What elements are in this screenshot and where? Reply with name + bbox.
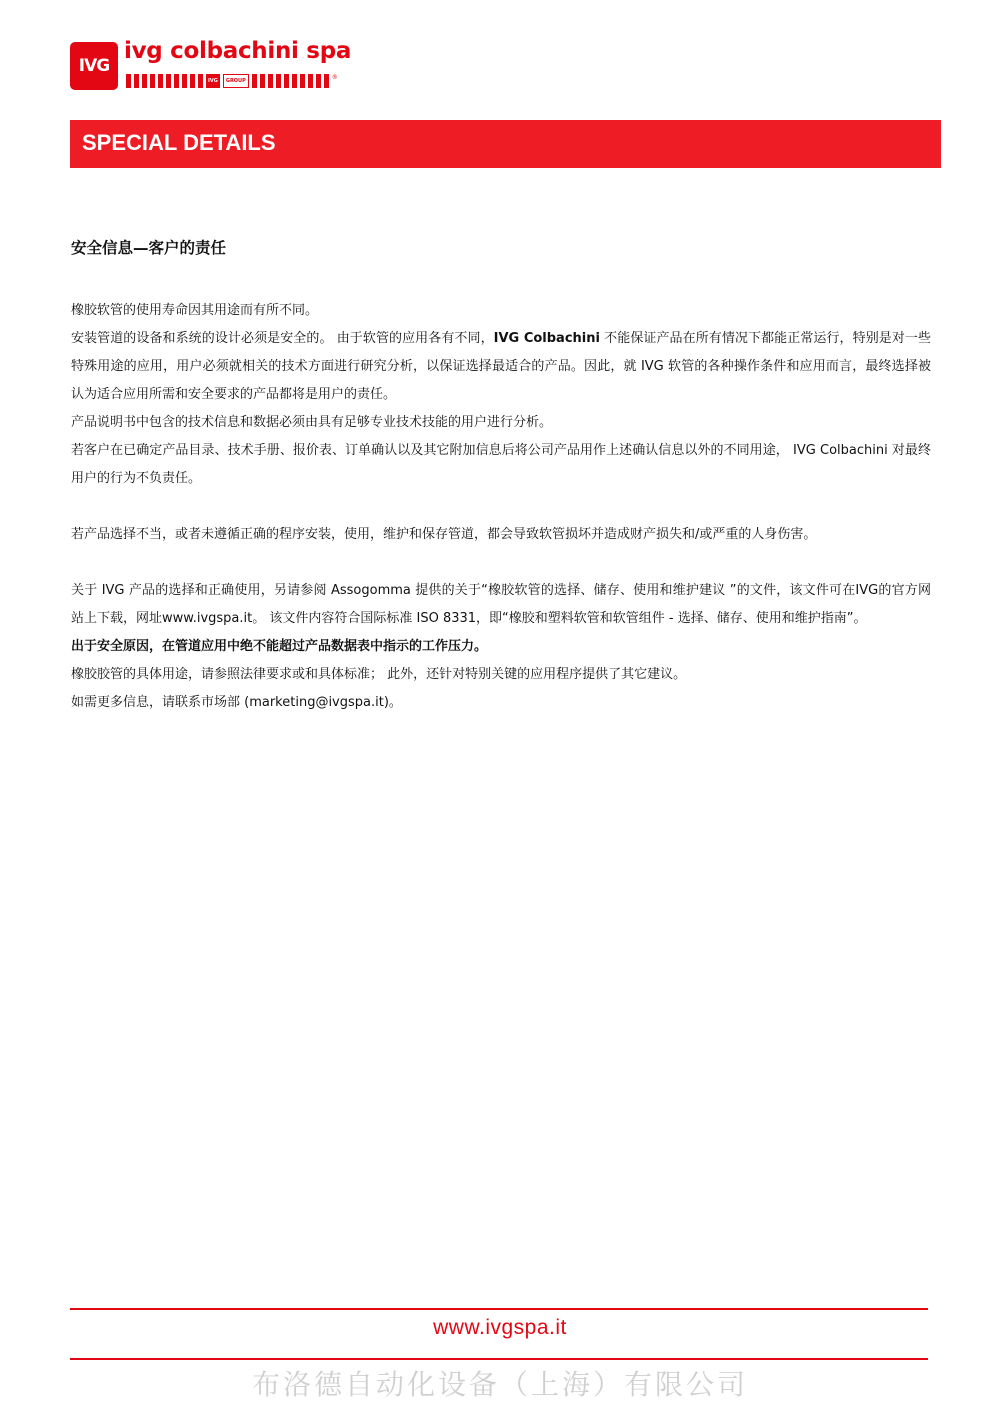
- watermark-text: 布洛德自动化设备（上海）有限公司: [251, 1368, 748, 1401]
- document-body: [71, 236, 931, 717]
- paragraph-2-text-a: 安装管道的设备和系统的设计必须是安全的。 由于软管的应用各有不同，: [71, 331, 494, 346]
- paragraph-2: [71, 325, 931, 409]
- company-logo: [70, 38, 370, 94]
- footer-website[interactable]: www.ivgspa.it: [433, 1316, 567, 1339]
- paragraph-1: 橡胶软管的使用寿命因其用途而有所不同。: [71, 303, 319, 318]
- contact-paragraph: 如需更多信息，请联系市场部 (marketing@ivgspa.it)。: [71, 695, 402, 710]
- safety-warning: 出于安全原因，在管道应用中绝不能超过产品数据表中指示的工作压力。: [71, 639, 488, 654]
- paragraph-4: 若客户在已确定产品目录、技术手册、报价表、订单确认以及其它附加信息后将公司产品用作上述确认信息以外的不同用途， IVG Colbachini 对最终用户的行为不负责任。: [71, 443, 931, 486]
- section-banner: SPECIAL DETAILS: [70, 120, 941, 168]
- footer-top-rule: [70, 1308, 928, 1310]
- brand-name-bold: IVG Colbachini: [493, 331, 600, 346]
- paragraph-8: 橡胶胶管的具体用途，请参照法律要求或和具体标准； 此外，还针对特别关键的应用程序提供了其它建议。: [71, 667, 687, 682]
- ivg-badge: IVG: [70, 42, 118, 90]
- paragraph-5: 若产品选择不当，或者未遵循正确的程序安装，使用，维护和保存管道，都会导致软管损坏并造成财产损失和/或严重的人身伤害。: [71, 527, 817, 542]
- paragraph-3: 产品说明书中包含的技术信息和数据必须由具有足够专业技术技能的用户进行分析。: [71, 415, 553, 430]
- logo-stripe: [126, 74, 338, 88]
- paragraph-6: 关于 IVG 产品的选择和正确使用，另请参阅 Assogomma 提供的关于“橡胶软管的选择、储存、使用和维护建议 ”的文件，该文件可在IVG的官方网站上下载，网址www.ivgspa.it。 该文件内容符合国际标准 ISO 8331，即“橡胶和塑料软管和软管组件 - 选择、储存、使用和维护指南”。: [71, 583, 931, 626]
- footer-bottom-rule: [70, 1358, 928, 1360]
- section-heading: 安全信息—客户的责任: [71, 239, 227, 257]
- paragraph-2-text-b: 不能保证产品在所有情况下都能正常运行，特别是对一些特殊用途的应用，用户必须就相关的技术方面进行研究分析，以保证选择最适合的产品。因此，就 IVG 软管的各种操作条件和应用而言，最终选择被认为适合应用所需和安全要求的产品都将是用户的责任。: [71, 331, 932, 402]
- group-label: GROUP: [223, 74, 249, 88]
- registered-mark: ®: [331, 74, 338, 81]
- company-name: ivg colbachini spa: [124, 38, 352, 64]
- group-mark: IVG: [206, 74, 220, 88]
